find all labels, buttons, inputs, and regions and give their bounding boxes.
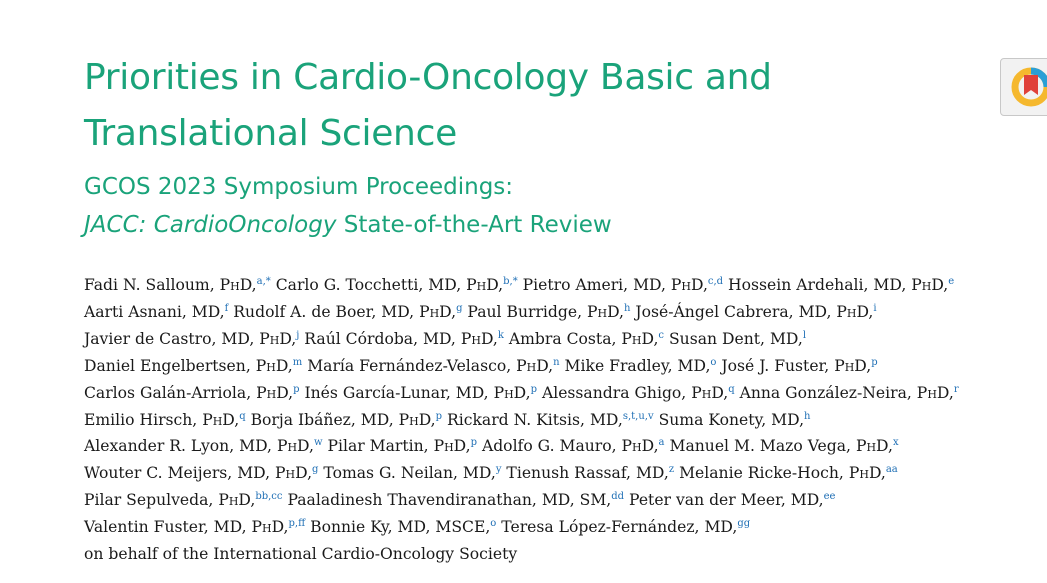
affiliation-link[interactable]: h (804, 410, 811, 422)
author-name[interactable]: Wouter C. Meijers, MD, PhD,$^g$ (84, 464, 319, 483)
affiliation-link[interactable]: l (802, 329, 807, 341)
affiliation-link[interactable]: q (728, 383, 735, 395)
affiliation-link[interactable]: g (456, 302, 463, 314)
author-name[interactable]: Pilar Sepulveda, PhD,$^{bb,cc}$ (84, 491, 283, 510)
affiliation-link[interactable]: p (530, 383, 537, 395)
author-name[interactable]: Paul Burridge, PhD,$^h$ (462, 302, 631, 321)
affiliation-link[interactable]: bb,cc (255, 491, 283, 503)
affiliation-link[interactable]: dd (611, 491, 625, 503)
author-name[interactable]: Bonnie Ky, MD, MSCE,$^o$ (305, 518, 497, 537)
author-name[interactable]: Melanie Ricke-Hoch, PhD,$^{aa}$ (674, 464, 898, 483)
author-name[interactable]: Alexander R. Lyon, MD, PhD,$^w$ (84, 437, 323, 456)
author-line (84, 460, 1034, 487)
author-list (84, 272, 1034, 568)
author-name[interactable]: Pietro Ameri, MD, PhD,$^{c,d}$ (517, 276, 724, 294)
affiliation-link[interactable]: o (710, 356, 717, 368)
article-subtitle (84, 168, 984, 244)
on-behalf-of: on behalf of the International Cardio-Oncology Society (84, 545, 518, 564)
author-name[interactable]: Fadi N. Salloum, PhD,$^{a,*}$ (84, 276, 271, 294)
affiliation-link[interactable]: z (668, 464, 675, 476)
author-name[interactable]: Aarti Asnani, MD,$^f$ (84, 302, 229, 321)
affiliation-link[interactable]: m (292, 356, 303, 368)
affiliation-link[interactable]: p (871, 356, 878, 368)
article-type: State-of-the-Art Review (336, 212, 612, 238)
author-name[interactable]: Suma Konety, MD,$^h$ (653, 410, 811, 429)
author-name[interactable]: Manuel M. Mazo Vega, PhD,$^x$ (664, 437, 899, 456)
affiliation-link[interactable]: a (658, 437, 665, 449)
author-line (84, 326, 1034, 353)
affiliation-link[interactable]: j (296, 329, 300, 341)
affiliation-link[interactable]: g (312, 464, 319, 476)
affiliation-link[interactable]: i (873, 302, 877, 314)
author-name[interactable]: José-Ángel Cabrera, MD, PhD,$^i$ (630, 302, 877, 321)
affiliation-link[interactable]: gg (737, 518, 751, 530)
author-name[interactable]: Mike Fradley, MD,$^o$ (559, 356, 717, 375)
author-name[interactable]: Raúl Córdoba, MD, PhD,$^k$ (299, 329, 504, 348)
affiliation-link[interactable]: c (658, 329, 665, 341)
author-name[interactable]: Daniel Engelbertsen, PhD,$^m$ (84, 356, 303, 375)
affiliation-link[interactable]: f (224, 302, 229, 314)
author-name[interactable]: Anna González-Neira, PhD,$^r$ (734, 383, 959, 402)
article-title: Priorities in Cardio-Oncology Basic and Translational Science (84, 57, 772, 154)
affiliation-link[interactable]: y (495, 464, 502, 476)
affiliation-link[interactable]: p (435, 410, 443, 422)
affiliation-link[interactable]: b,* (503, 276, 518, 287)
affiliation-link[interactable]: r (953, 383, 959, 395)
author-name[interactable]: Teresa López-Fernández, MD,$^{gg}$ (496, 518, 751, 537)
author-name[interactable]: Tomas G. Neilan, MD,$^y$ (318, 464, 502, 483)
author-name[interactable]: Ambra Costa, PhD,$^c$ (503, 329, 665, 348)
author-name[interactable]: José J. Fuster, PhD,$^p$ (716, 356, 878, 375)
author-name[interactable]: Adolfo G. Mauro, PhD,$^a$ (476, 437, 665, 456)
subtitle-line-2 (84, 206, 984, 244)
author-name[interactable]: María Fernández-Velasco, PhD,$^n$ (302, 356, 560, 375)
affiliation-link[interactable]: x (892, 437, 899, 449)
author-line (84, 487, 1034, 514)
affiliation-link[interactable]: w (313, 437, 323, 449)
crossmark-icon (1009, 65, 1047, 109)
affiliation-link[interactable]: p (293, 383, 300, 395)
author-name[interactable]: Rudolf A. de Boer, MD, PhD,$^g$ (228, 302, 463, 321)
affiliation-link[interactable]: n (553, 356, 560, 368)
affiliation-link[interactable]: k (497, 329, 504, 341)
affiliation-link[interactable]: q (239, 410, 246, 422)
affiliation-link[interactable]: a,* (256, 276, 271, 287)
author-line (84, 353, 1034, 380)
affiliation-link[interactable]: p (470, 437, 477, 449)
author-name[interactable]: Rickard N. Kitsis, MD,$^{s,t,u,v}$ (442, 410, 654, 429)
author-name[interactable]: Peter van der Meer, MD,$^{ee}$ (624, 491, 836, 510)
author-line (84, 272, 1034, 299)
author-name[interactable]: Borja Ibáñez, MD, PhD,$^p$ (245, 410, 443, 429)
affiliation-link[interactable]: p,ff (288, 518, 306, 530)
author-name[interactable]: Paaladinesh Thavendiranathan, MD, SM,$^{dd}$ (282, 491, 625, 510)
check-for-updates-badge[interactable] (1000, 58, 1047, 116)
author-name[interactable]: Carlos Galán-Arriola, PhD,$^p$ (84, 383, 300, 402)
author-name[interactable]: Tienush Rassaf, MD,$^z$ (501, 464, 675, 483)
author-line (84, 299, 1034, 326)
journal-name[interactable]: JACC: CardioOncology (84, 212, 337, 238)
affiliation-link[interactable]: ee (823, 491, 836, 503)
author-name[interactable]: Alessandra Ghigo, PhD,$^q$ (536, 383, 735, 402)
author-line (84, 380, 1034, 407)
author-line (84, 514, 1034, 541)
subtitle-line-1: GCOS 2023 Symposium Proceedings: (84, 174, 514, 200)
author-name[interactable]: Hossein Ardehali, MD, PhD,$^e$ (723, 276, 955, 294)
author-name[interactable]: Valentin Fuster, MD, PhD,$^{p,ff}$ (84, 518, 306, 537)
author-name[interactable]: Carlo G. Tocchetti, MD, PhD,$^{b,*}$ (270, 276, 518, 294)
affiliation-link[interactable]: e (948, 276, 955, 287)
author-name[interactable]: Pilar Martin, PhD,$^p$ (322, 437, 477, 456)
author-name[interactable]: Emilio Hirsch, PhD,$^q$ (84, 410, 246, 429)
author-name[interactable]: Susan Dent, MD,$^l$ (664, 329, 807, 348)
author-line (84, 407, 1034, 434)
author-name[interactable]: Javier de Castro, MD, PhD,$^j$ (84, 329, 300, 348)
affiliation-link[interactable]: c,d (707, 276, 724, 287)
affiliation-link[interactable]: s,t,u,v (622, 410, 654, 422)
affiliation-link[interactable]: o (490, 518, 497, 530)
affiliation-link[interactable]: h (624, 302, 631, 314)
author-line (84, 433, 1034, 460)
affiliation-link[interactable]: aa (885, 464, 898, 476)
author-name[interactable]: Inés García-Lunar, MD, PhD,$^p$ (299, 383, 537, 402)
